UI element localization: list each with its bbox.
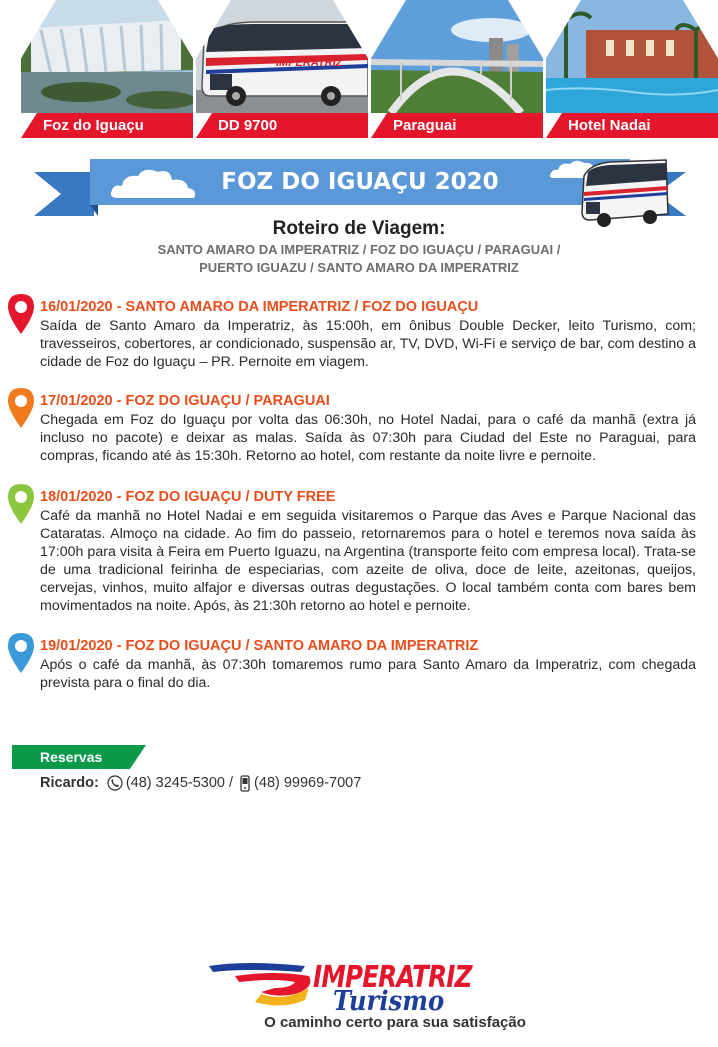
mobile-number[interactable]: (48) 99969-7007 xyxy=(254,775,362,791)
day-text: Chegada em Foz do Iguaçu por volta das 06:30h, no Hotel Nadai, para o café da manhã (extra já incluso no pacote) e deixar as malas. Saída às 07:30h para Ciudad del Este no Paraguai, para compras, ficando até às 15:30h. Retorno ao hotel, com restante da noite livre e pernoite. xyxy=(40,412,696,464)
mobile-phone-icon xyxy=(239,775,251,792)
contact-line xyxy=(40,772,361,794)
day-heading: 19/01/2020 - FOZ DO IGUAÇU / SANTO AMARO DA IMPERATRIZ xyxy=(40,638,479,654)
day-1 xyxy=(40,297,696,371)
photo-label: Foz do Iguaçu xyxy=(21,113,193,138)
reservas-label: Reservas xyxy=(40,749,103,765)
photo-label: Paraguai xyxy=(371,113,543,138)
bus-brand-text: IMPERATRIZ xyxy=(276,57,343,69)
day-heading: 16/01/2020 - SANTO AMARO DA IMPERATRIZ / FOZ DO IGUAÇU xyxy=(40,299,479,315)
day-text: Café da manhã no Hotel Nadai e em seguida visitaremos o Parque das Aves e Parque Nacional das Cataratas. Almoço na cidade. Ao fim do passeio, retornaremos para o hotel e teremos nova saída às 17:00h para visita à Feira em Puerto Iguazu, na Argentina (transporte feito com empresa local). Trata-se de uma tradicional feirinha de especiarias, com azeite de oliva, doce de leite, azeitonas, queijos, cervejas, vinhos, muito alfajor e diversas outras degustações. O local também conta com bares bem movimentados na noite. Após, às 21:30h retorno ao hotel e pernoite. xyxy=(40,508,696,614)
photo-hotel-nadai xyxy=(546,0,718,140)
route-line-1: SANTO AMARO DA IMPERATRIZ / FOZ DO IGUAÇU / PARAGUAI / xyxy=(157,242,561,257)
brand-subtitle: Turismo xyxy=(333,986,445,1017)
brand-slogan: O caminho certo para sua satisfação xyxy=(264,1014,526,1031)
phone-number[interactable]: (48) 3245-5300 / xyxy=(125,775,234,791)
phone-icon xyxy=(107,775,123,791)
location-pin-icon xyxy=(6,631,36,675)
location-pin-icon xyxy=(6,386,36,430)
day-text: Após o café da manhã, às 07:30h tomaremos rumo para Santo Amaro da Imperatriz, com chegada prevista para o final do dia. xyxy=(40,657,696,691)
day-heading: 18/01/2020 - FOZ DO IGUAÇU / DUTY FREE xyxy=(40,489,336,505)
banner-ribbon-left xyxy=(34,172,94,216)
day-2 xyxy=(40,391,696,465)
location-pin-icon xyxy=(6,292,36,336)
location-pin-icon xyxy=(6,482,36,526)
page-title: FOZ DO IGUAÇU 2020 xyxy=(221,169,499,195)
photo-foz-do-iguacu xyxy=(21,0,193,140)
contact-name: Ricardo: xyxy=(40,775,99,791)
photo-label: Hotel Nadai xyxy=(546,113,718,138)
photo-paraguai xyxy=(371,0,543,140)
day-heading: 17/01/2020 - FOZ DO IGUAÇU / PARAGUAI xyxy=(40,393,330,409)
route-line-2: PUERTO IGUAZU / SANTO AMARO DA IMPERATRIZ xyxy=(199,260,519,275)
brand-name: IMPERATRIZ xyxy=(313,960,472,995)
day-text: Saída de Santo Amaro da Imperatriz, às 15:00h, em ônibus Double Decker, leito Turismo, com; travesseiros, cobertores, ar condicionado, suspensão ar, TV, DVD, Wi-Fi e serviço de bar, com destino a cidade de Foz do Iguaçu – PR. Pernoite em viagem. xyxy=(40,318,696,370)
day-3 xyxy=(40,487,696,615)
photo-label: DD 9700 xyxy=(196,113,368,138)
day-4 xyxy=(40,636,696,692)
photo-dd-9700 xyxy=(196,0,368,140)
itinerary-title: Roteiro de Viagem: xyxy=(272,218,446,239)
